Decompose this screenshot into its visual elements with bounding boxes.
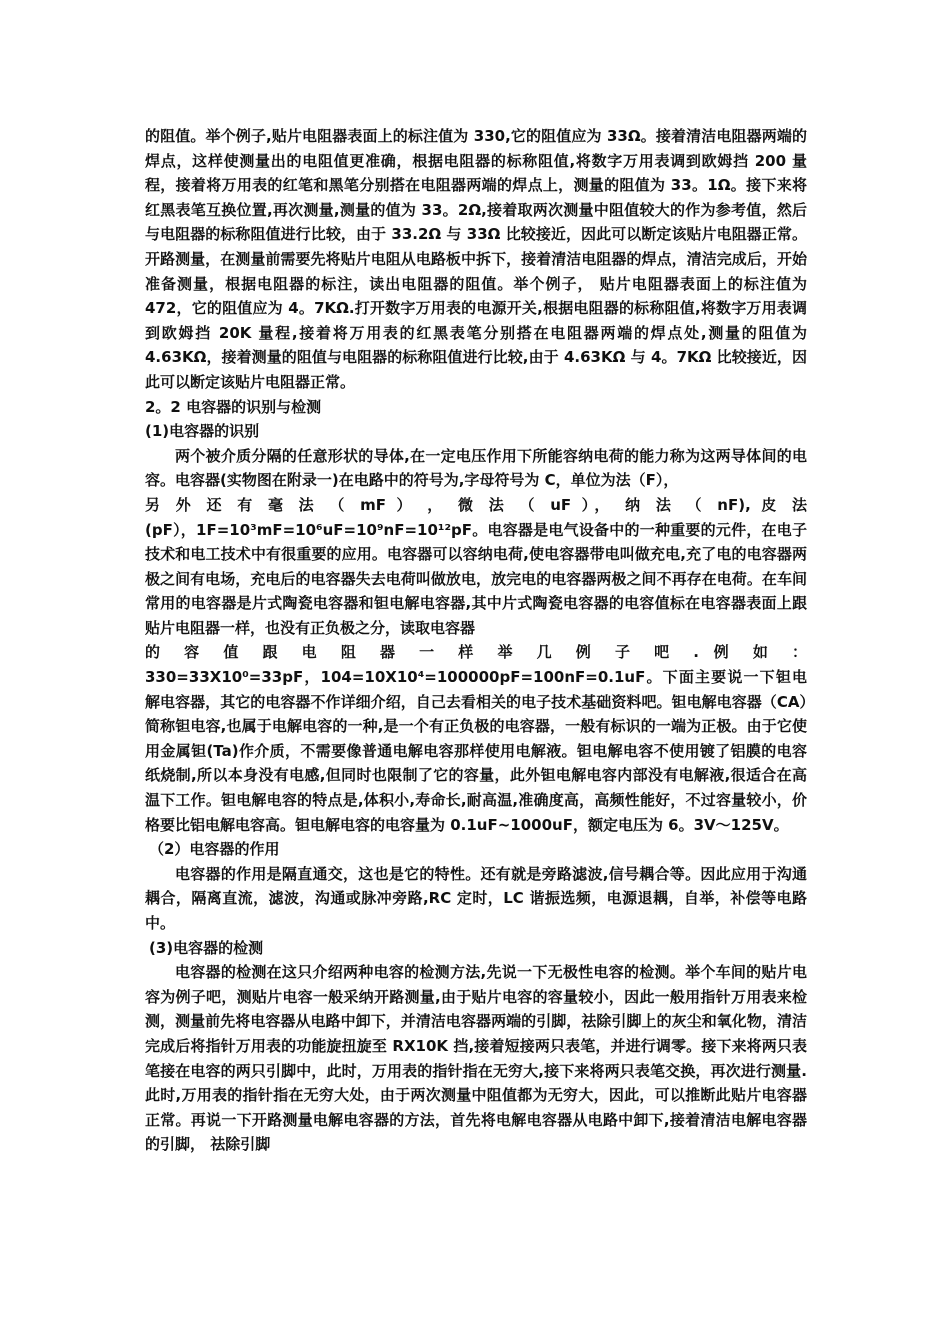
paragraph-tantalum-capacitor: 330=33X10⁰=33pF，104=10X10⁴=100000pF=100nF=0.1uF。下面主要说一下钽电解电容器，其它的电容器不作详细介绍，自己去看相关的电子技术基础资料吧。钽电解电容器（CA）简称钽电容,也属于电解电容的一种,是一个有正负极的电容器，一般有标识的一端为正极。由于它使用金属钽(Ta)作介质，不需要像普通电解电容那样使用电解液。钽电解电容不使用镀了铝膜的电容纸烧制,所以本身没有电感,但同时也限制了它的容量，此外钽电解电容内部没有电解液,很适合在高温下工作。钽电解电容的特点是,体积小,寿命长,耐高温,准确度高，高频性能好，不过容量较小，价格要比铝电解电容高。钽电解电容的电容量为 0.1uF~1000uF，额定电压为 6。3V～125V。 — [145, 668, 807, 834]
section-heading-capacitor: 2。2 电容器的识别与检测 — [145, 397, 322, 416]
paragraph-resistor-check: 的阻值。举个例子,贴片电阻器表面上的标注值为 330,它的阻值应为 33Ω。接着清洁电阻器两端的焊点，这样使测量出的电阻值更准确，根据电阻器的标称阻值,将数字万用表调到欧姆挡 200 量程，接着将万用表的红笔和黑笔分别搭在电阻器两端的焊点上，测量的阻值为 33。1Ω。接下来将红黑表笔互换位置,再次测量,测量的值为 33。2Ω,接着取两次测量中阻值较大的作为参考值，然后与电阻器的标称阻值进行比较，由于 33.2Ω 与 33Ω 比较接近，因此可以断定该贴片电阻器正常。开路测量，在测量前需要先将贴片电阻从电路板中拆下，接着清洁电阻器的焊点，清洁完成后，开始准备测量，根据电阻器的标注，读出电阻器的阻值。举个例子， 贴片电阻器表面上的标注值为 472，它的阻值应为 4。7KΩ.打开数字万用表的电源开关,根据电阻器的标称阻值,将数字万用表调到欧姆挡 20K 量程,接着将万用表的红黑表笔分别搭在电阻器两端的焊点处,测量的阻值为 4.63KΩ，接着测量的阻值与电阻器的标称阻值进行比较,由于 4.63KΩ 与 4。7KΩ 比较接近，因此可以断定该贴片电阻器正常。 — [145, 127, 807, 391]
paragraph-capacitor-units-continued: (pF），1F=10³mF=10⁶uF=10⁹nF=10¹²pF。电容器是电气设备中的一种重要的元件，在电子技术和电工技术中有很重要的应用。电容器可以容纳电荷,使电容器带电叫做充电,充了电的电容器两极之间有电场，充电后的电容器失去电荷叫做放电，放完电的电容器两极之间不再存在电荷。在车间常用的电容器是片式陶瓷电容器和钽电解电容器,其中片式陶瓷电容器的电容值标在电容器表面上跟贴片电阻器一样，也没有正负极之分，读取电容器 — [145, 520, 807, 637]
paragraph-capacitor-intro: 两个被介质分隔的任意形状的导体,在一定电压作用下所能容纳电荷的能力称为这两导体间的电容。电容器(实物图在附录一)在电路中的符号为,字母符号为 C，单位为法（F）， — [145, 446, 807, 490]
paragraph-capacitor-example-line: 的 容 值 跟 电 阻 器 一 样 举 几 例 子 吧 . 例 如 ： — [145, 643, 807, 662]
document-page — [145, 124, 807, 1157]
subheading-capacitor-detection: (3)电容器的检测 — [149, 938, 264, 957]
paragraph-capacitor-detection: 电容器的检测在这只介绍两种电容的检测方法,先说一下无极性电容的检测。举个车间的贴片电容为例子吧，测贴片电容一般采纳开路测量,由于贴片电容的容量较小，因此一般用指针万用表来检测，测量前先将电容器从电路中卸下，并清洁电容器两端的引脚，祛除引脚上的灰尘和氧化物，清洁完成后将指针万用表的功能旋扭旋至 RX10K 挡,接着短接两只表笔，并进行调零。接下来将两只表笔接在电容的两只引脚中，此时，万用表的指针指在无穷大,接下来将两只表笔交换，再次进行测量.此时,万用表的指针指在无穷大处，由于两次测量中阻值都为无穷大，因此，可以推断此贴片电容器正常。再说一下开路测量电解电容器的方法，首先将电解电容器从电路中卸下,接着清洁电解电容器的引脚， 祛除引脚 — [145, 963, 807, 1154]
paragraph-capacitor-units-line: 另 外 还 有 毫 法 （ mF ） ， 微 法 （ uF ）， 纳 法 （ nF), 皮 法 — [145, 495, 807, 514]
subheading-capacitor-function: （2）电容器的作用 — [149, 840, 280, 859]
paragraph-capacitor-function: 电容器的作用是隔直通交，这也是它的特性。还有就是旁路滤波,信号耦合等。因此应用于沟通耦合，隔离直流，滤波，沟通或脉冲旁路,RC 定时，LC 谐振选频，电源退耦，自举，补偿等电路中。 — [145, 864, 807, 932]
subheading-capacitor-identification: (1)电容器的识别 — [145, 422, 260, 441]
